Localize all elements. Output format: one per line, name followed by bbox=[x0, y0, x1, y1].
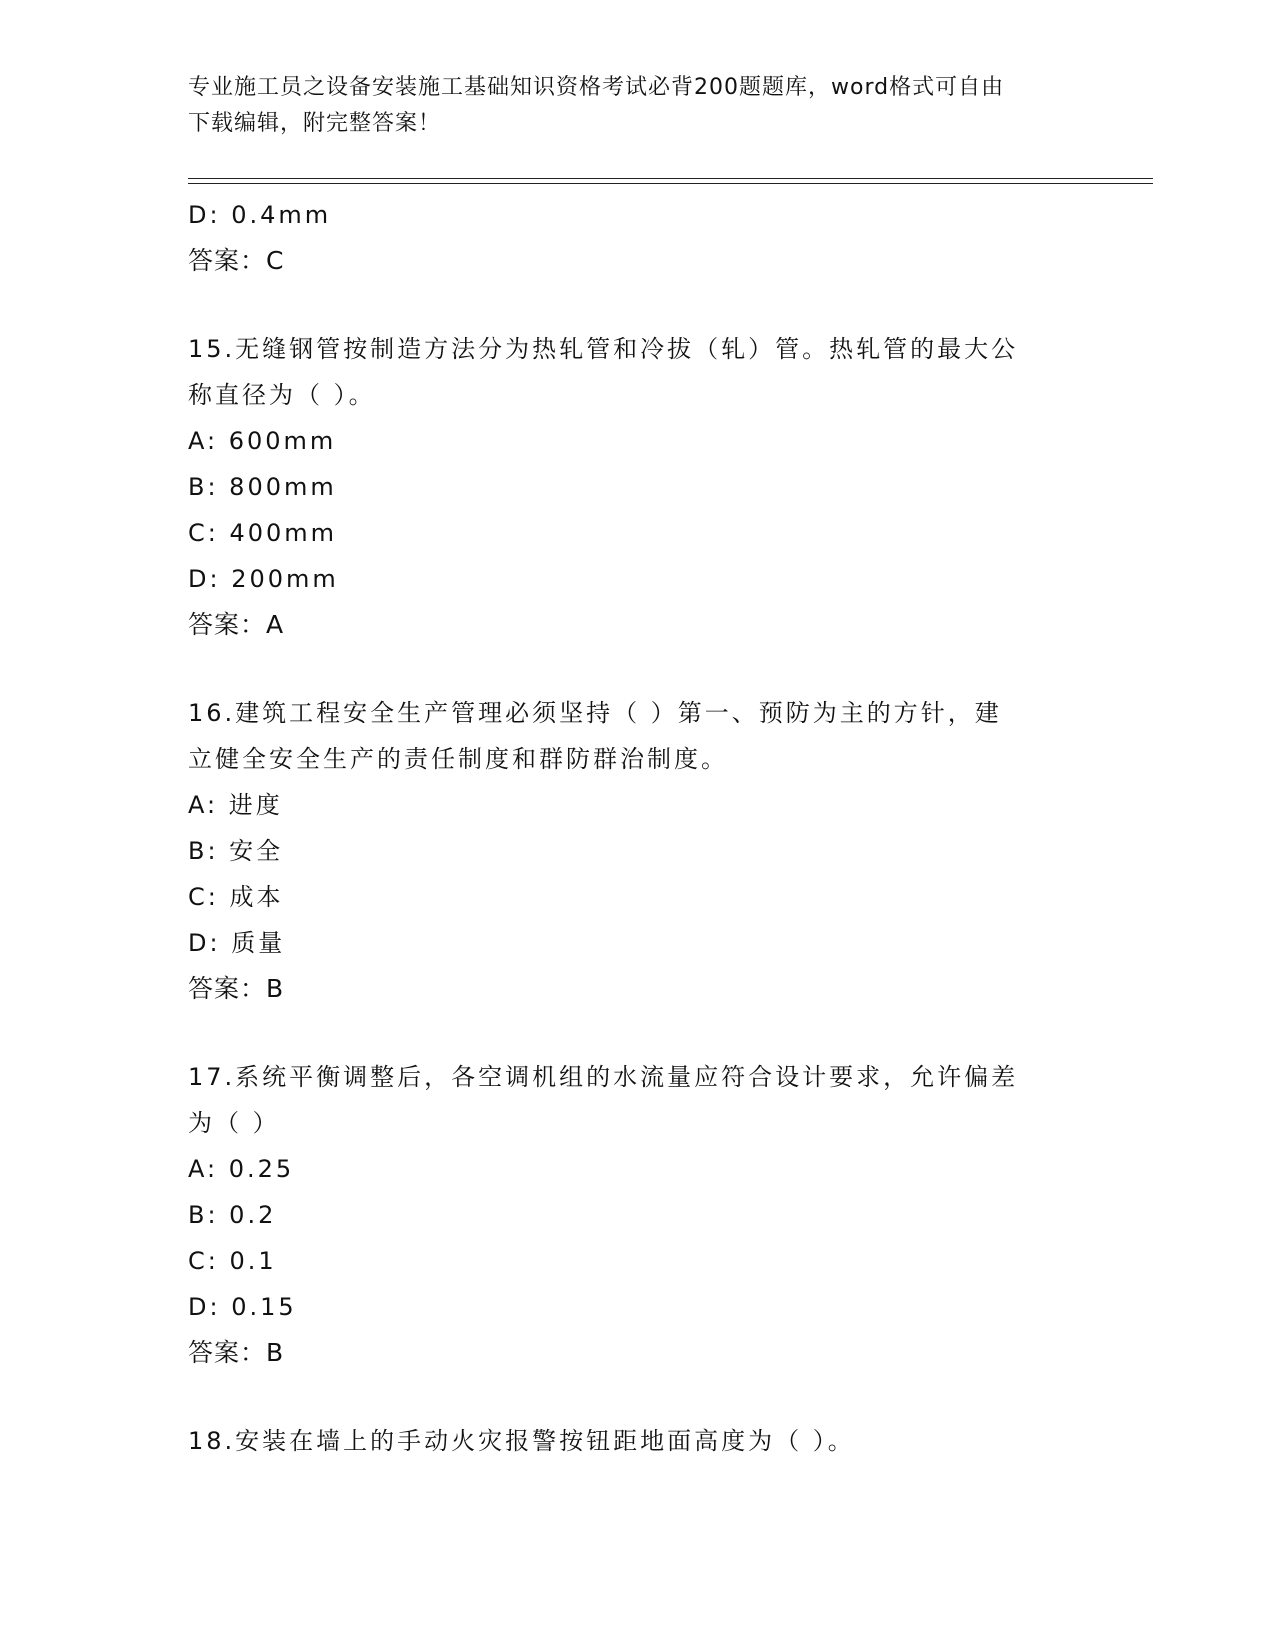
question-17 bbox=[188, 1054, 1088, 1376]
question-16 bbox=[188, 690, 1088, 1012]
option-d: D: 0.4mm bbox=[188, 201, 332, 229]
option-d: D: 质量 bbox=[188, 929, 286, 957]
option-c: C: 400mm bbox=[188, 519, 338, 547]
question-stem: 18.安装在墙上的手动火灾报警按钮距地面高度为（ ）。 bbox=[188, 1427, 855, 1455]
question-15 bbox=[188, 326, 1088, 648]
option-a: A: 进度 bbox=[188, 791, 283, 819]
option-b: B: 安全 bbox=[188, 837, 284, 865]
option-b: B: 0.2 bbox=[188, 1201, 277, 1229]
page-header bbox=[188, 70, 1068, 142]
question-18 bbox=[188, 1418, 1088, 1464]
option-d: D: 200mm bbox=[188, 565, 339, 593]
question-stem: 17.系统平衡调整后，各空调机组的水流量应符合设计要求，允许偏差 bbox=[188, 1063, 1019, 1091]
answer: 答案：B bbox=[188, 974, 285, 1003]
option-c: C: 0.1 bbox=[188, 1247, 277, 1275]
option-b: B: 800mm bbox=[188, 473, 337, 501]
header-divider-top bbox=[188, 178, 1153, 179]
header-divider-bottom bbox=[188, 183, 1153, 184]
document-body bbox=[188, 192, 1088, 1464]
option-a: A: 0.25 bbox=[188, 1155, 295, 1183]
question-stem: 16.建筑工程安全生产管理必须坚持（ ）第一、预防为主的方针，建 bbox=[188, 699, 1002, 727]
answer: 答案：A bbox=[188, 610, 285, 639]
answer: 答案：B bbox=[188, 1338, 285, 1367]
question-stem-continued: 为（ ） bbox=[188, 1109, 280, 1137]
question-stem: 15.无缝钢管按制造方法分为热轧管和冷拔（轧）管。热轧管的最大公 bbox=[188, 335, 1019, 363]
header-line-1: 专业施工员之设备安装施工基础知识资格考试必背200题题库，word格式可自由 bbox=[188, 75, 1005, 100]
option-c: C: 成本 bbox=[188, 883, 284, 911]
answer: 答案：C bbox=[188, 246, 285, 275]
option-a: A: 600mm bbox=[188, 427, 337, 455]
header-line-2: 下载编辑，附完整答案！ bbox=[188, 111, 442, 136]
question-stem-continued: 立健全安全生产的责任制度和群防群治制度。 bbox=[188, 745, 728, 773]
option-d: D: 0.15 bbox=[188, 1293, 297, 1321]
question-stem-continued: 称直径为（ ）。 bbox=[188, 381, 376, 409]
